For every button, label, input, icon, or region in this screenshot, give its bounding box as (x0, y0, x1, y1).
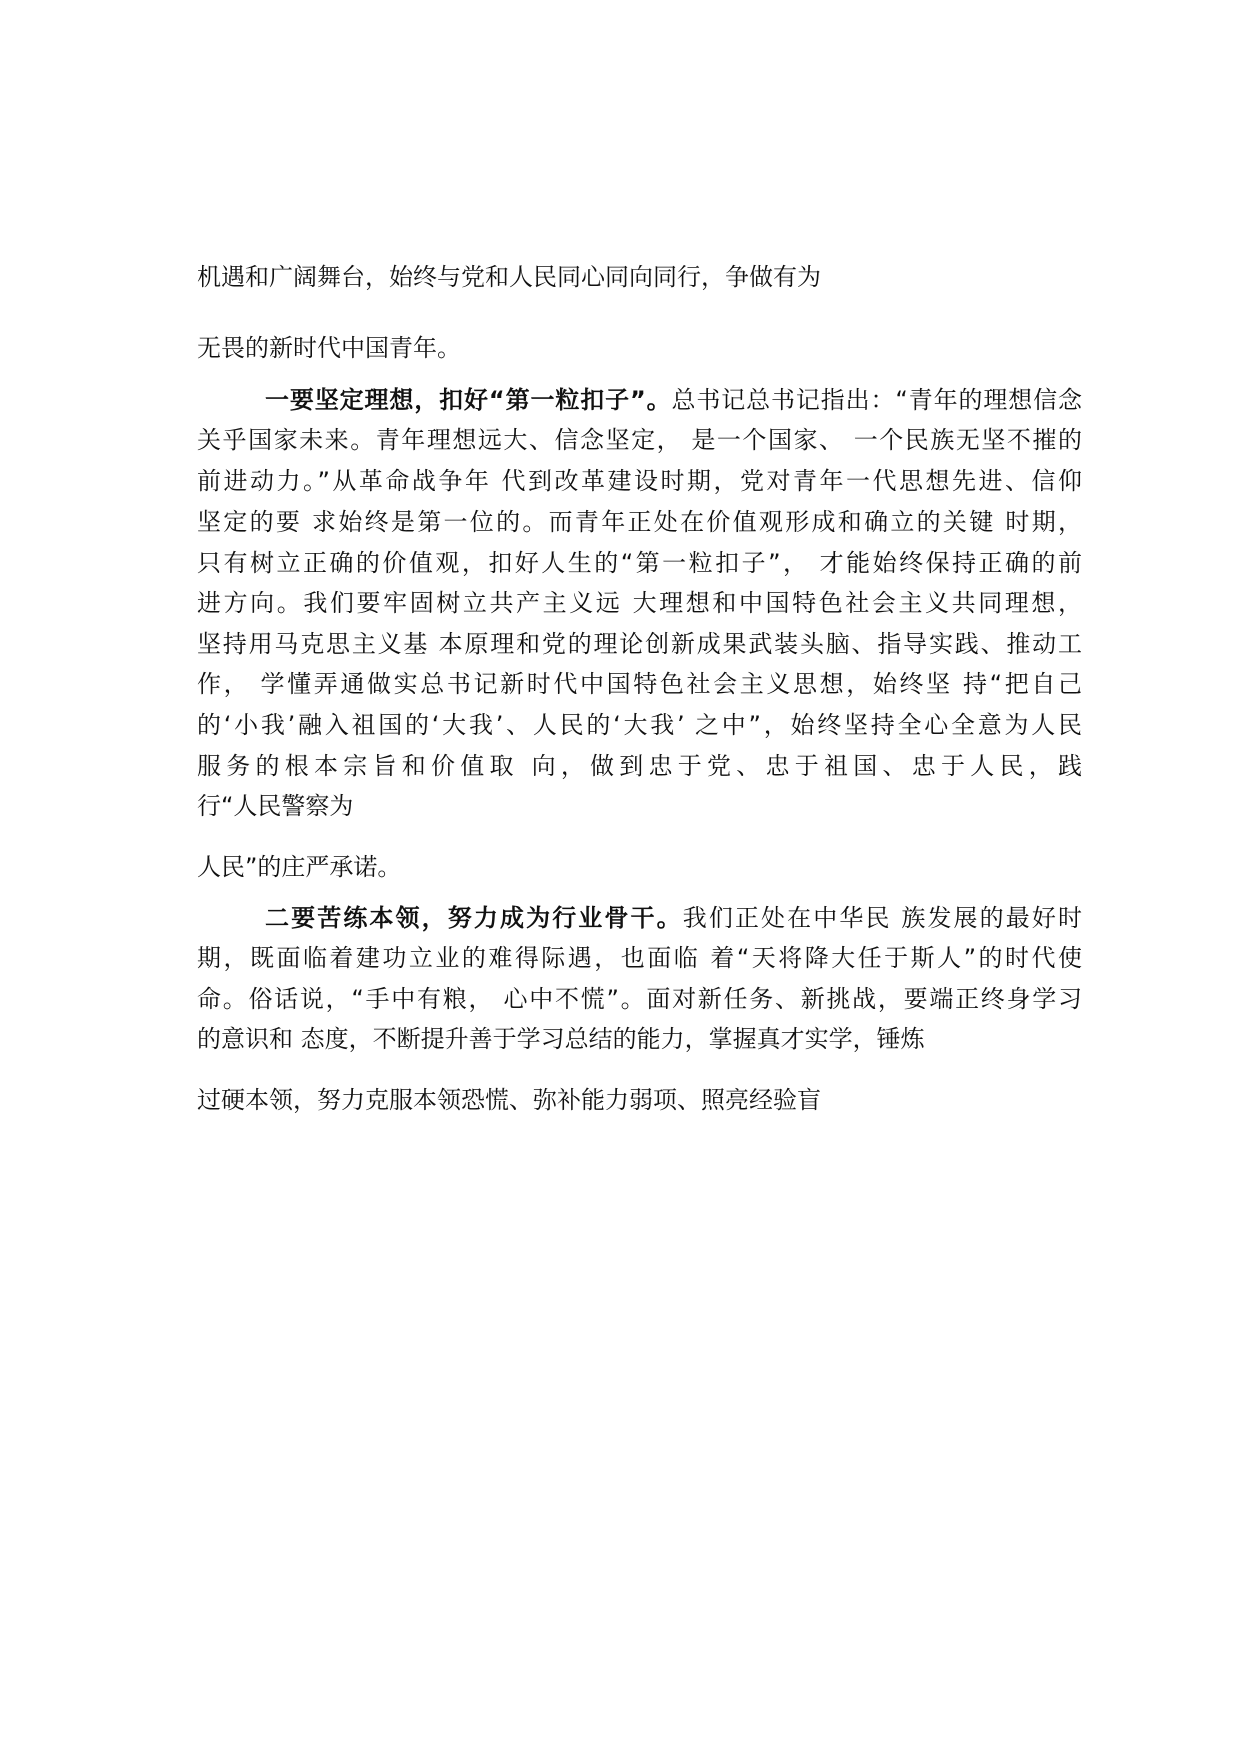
text-span: 我们正处在中华民 族发展的最好时 (682, 904, 1082, 932)
text-line: 坚定的要 求始终是第一位的。而青年正处在价值观形成和确立的关键 时期， (197, 508, 1082, 536)
text-line: 过硬本领，努力克服本领恐慌、弥补能力弱项、照亮经验盲 (197, 1086, 821, 1114)
text-line: 坚持用马克思主义基 本原理和党的理论创新成果武装头脑、指导实践、推动工 (197, 630, 1082, 658)
paragraph-1-first-line (265, 385, 1082, 415)
text-line: 关乎国家未来。青年理想远大、信念坚定， 是一个国家、 一个民族无坚不摧的 (197, 426, 1082, 454)
text-line: 服务的根本宗旨和价值取 向，做到忠于党、忠于祖国、忠于人民，践 (197, 752, 1082, 780)
section-heading-1: 一要坚定理想，扣好“第一粒扣子”。 (265, 386, 672, 414)
text-line: 机遇和广阔舞台，始终与党和人民同心同向同行，争做有为 (197, 263, 821, 291)
text-line: 无畏的新时代中国青年。 (197, 334, 461, 362)
text-line: 的意识和 态度，不断提升善于学习总结的能力，掌握真才实学，锤炼 (197, 1025, 925, 1053)
paragraph-2-first-line (265, 903, 1082, 933)
text-span: 总书记总书记指出：“青年的理想信念 (671, 386, 1082, 414)
text-line: 期，既面临着建功立业的难得际遇，也面临 着“天将降大任于斯人”的时代使 (197, 944, 1082, 972)
text-line: 命。俗话说，“手中有粮， 心中不慌”。面对新任务、新挑战，要端正终身学习 (197, 985, 1082, 1013)
text-line: 只有树立正确的价值观，扣好人生的“第一粒扣子”， 才能始终保持正确的前 (197, 549, 1082, 577)
text-line: 进方向。我们要牢固树立共产主义远 大理想和中国特色社会主义共同理想， (197, 589, 1082, 617)
text-line: 行“人民警察为 (197, 792, 354, 820)
text-line: 作， 学懂弄通做实总书记新时代中国特色社会主义思想，始终坚 持“把自己 (197, 670, 1082, 698)
text-line: 的‘小我’融入祖国的‘大我’、人民的‘大我’ 之中”，始终坚持全心全意为人民 (197, 711, 1082, 739)
section-heading-2: 二要苦练本领，努力成为行业骨干。 (265, 904, 683, 932)
text-line: 前进动力。”从革命战争年 代到改革建设时期，党对青年一代思想先进、信仰 (197, 467, 1082, 495)
text-line: 人民”的庄严承诺。 (197, 853, 402, 881)
